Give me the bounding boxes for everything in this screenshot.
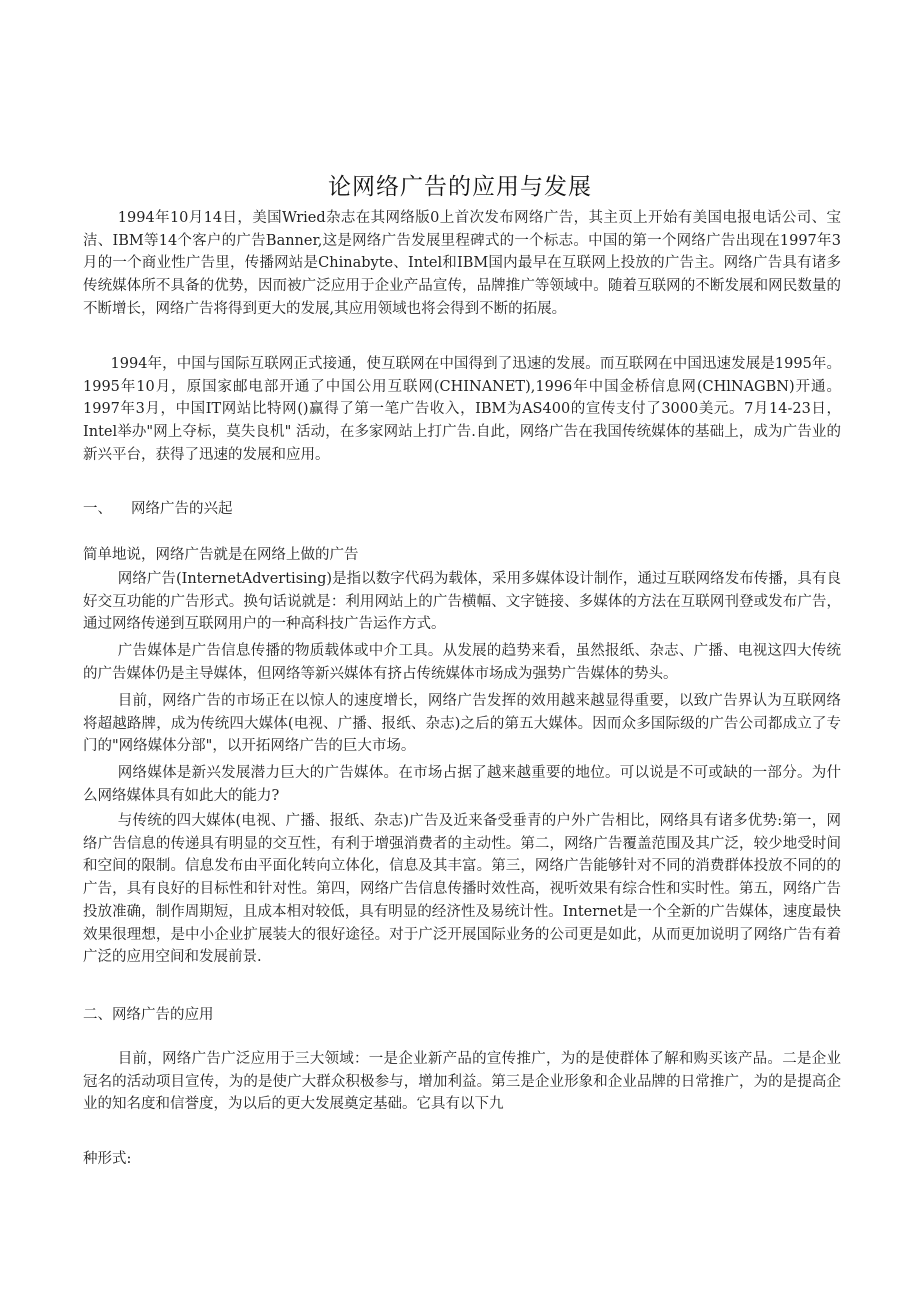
section-2-tail: 种形式: — [83, 1151, 132, 1167]
section-1-paragraph-5: 与传统的四大媒体(电视、广播、报纸、杂志)广告及近来备受垂青的户外广告相比，网络具有诸多优势:第一，网络广告信息的传递具有明显的交互性，有利于增强消费者的主动性。第二，网络广告覆盖范围及其广泛，较少地受时间和空间的限制。信息发布由平面化转向立体化，信息及其丰富。第三，网络广告能够针对不同的消费群体投放不同的的广告，具有良好的目标性和针对性。第四，网络广告信息传播时效性高，视听效果有综合性和实时性。第五，网络广告投放准确，制作周期短，且成本相对较低，具有明显的经济性及易统计性。Internet是一个全新的广告媒体，速度最快效果很理想，是中小企业扩展装大的很好途径。对于广泛开展国际业务的公司更是如此，从而更加说明了网络广告有着广泛的应用空间和发展前景. — [83, 813, 841, 966]
section-1-number: 一、 — [83, 501, 112, 517]
section-1-paragraph-4: 网络媒体是新兴发展潜力巨大的广告媒体。在市场占据了越来越重要的地位。可以说是不可或缺的一部分。为什么网络媒体具有如此大的能力? — [83, 765, 841, 804]
section-2-heading: 二、网络广告的应用 — [83, 1007, 214, 1023]
section-2-paragraph-1: 目前，网络广告广泛应用于三大领域：一是企业新产品的宣传推广，为的是使群体了解和购买该产品。二是企业冠名的活动项目宣传，为的是使广大群众积极参与，增加利益。第三是企业形象和企业品牌的日常推广，为的是提高企业的知名度和信誉度，为以后的更大发展奠定基础。它具有以下九 — [83, 1051, 841, 1113]
section-1-paragraph-2: 广告媒体是广告信息传播的物质载体或中介工具。从发展的趋势来看，虽然报纸、杂志、广播、电视这四大传统的广告媒体仍是主导媒体，但网络等新兴媒体有挤占传统媒体市场成为强势广告媒体的势头。 — [83, 643, 841, 682]
intro-paragraph-2: 1994年，中国与国际互联网正式接通，使互联网在中国得到了迅速的发展。而互联网在中国迅速发展是1995年。1995年10月，原国家邮电部开通了中国公用互联网(CHINANET),1996年中国金桥信息网(CHlNAGBN)开通。1997年3月，中国IT网站比特网()赢得了第一笔广告收入，IBM为AS400的宣传支付了3000美元。7月14-23日，Intel举办"网上夺标，莫失良机" 活动，在多家网站上打广告.自此，网络广告在我国传统媒体的基础上，成为广告业的新兴平台，获得了迅速的发展和应用。 — [83, 356, 841, 463]
section-1-paragraph-3: 目前，网络广告的市场正在以惊人的速度增长，网络广告发挥的效用越来越显得重要，以致广告界认为互联网络将超越路牌，成为传统四大媒体(电视、广播、报纸、杂志)之后的第五大媒体。因而众多国际级的广告公司都成立了专门的"网络媒体分部"，以开拓网络广告的巨大市场。 — [83, 693, 841, 755]
section-1-title: 网络广告的兴起 — [131, 501, 233, 517]
section-1-heading — [83, 498, 233, 520]
document-title: 论网络广告的应用与发展 — [328, 174, 592, 200]
intro-paragraph-1: 1994年10月14日，美国Wried杂志在其网络版0上首次发布网络广告，其主页上开始有美国电报电话公司、宝洁、IBM等14个客户的广告Banner,这是网络广告发展里程碑式的一个标志。中国的第一个网络广告出现在1997年3月的一个商业性广告里，传播网站是Chinabyte、Intel和IBM国内最早在互联网上投放的广告主。网络广告具有诸多传统媒体所不具备的优势，因而被广泛应用于企业产品宣传，品牌推广等领域中。随着互联网的不断发展和网民数量的不断增长，网络广告将得到更大的发展,其应用领域也将会得到不断的拓展。 — [83, 210, 841, 317]
section-1-lead: 简单地说，网络广告就是在网络上做的广告 — [83, 547, 359, 563]
section-1-paragraph-1: 网络广告(InternetAdvertising)是指以数字代码为载体，采用多媒体设计制作，通过互联网络发布传播，具有良好交互功能的广告形式。换句话说就是：利用网站上的广告横幅、文字链接、多媒体的方法在互联网刊登或发布广告，通过网络传递到互联网用户的一种高科技广告运作方式。 — [83, 571, 841, 633]
